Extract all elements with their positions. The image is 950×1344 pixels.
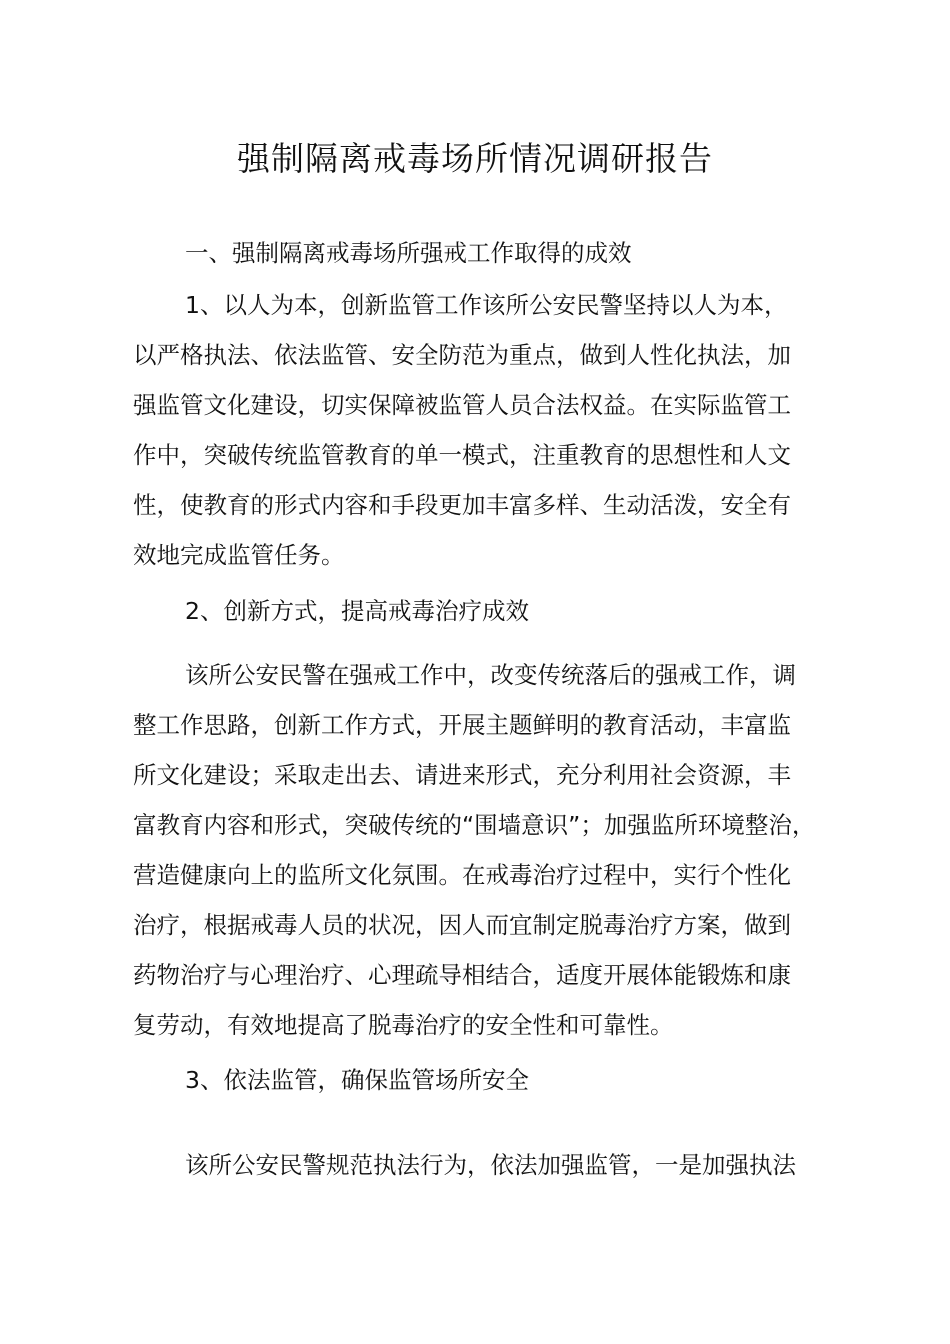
paragraph-2-line-7: 药物治疗与心理治疗、心理疏导相结合，适度开展体能锻炼和康 [133,961,791,989]
section-heading-1: 一、强制隔离戒毒场所强戒工作取得的成效 [185,239,632,267]
paragraph-2-line-2: 整工作思路，创新工作方式，开展主题鲜明的教育活动，丰富监 [133,711,791,739]
document-title: 强制隔离戒毒场所情况调研报告 [237,139,713,178]
subsection-heading-2: 2、创新方式，提高戒毒治疗成效 [185,597,529,625]
paragraph-1-line-3: 强监管文化建设，切实保障被监管人员合法权益。在实际监管工 [133,391,791,419]
paragraph-2-line-6: 治疗，根据戒毒人员的状况，因人而宜制定脱毒治疗方案，做到 [133,911,791,939]
paragraph-1-line-6: 效地完成监管任务。 [133,541,345,569]
subsection-heading-3: 3、依法监管，确保监管场所安全 [185,1066,529,1094]
paragraph-2-line-1: 该所公安民警在强戒工作中，改变传统落后的强戒工作，调 [185,661,796,689]
paragraph-1-line-5: 性，使教育的形式内容和手段更加丰富多样、生动活泼，安全有 [133,491,791,519]
paragraph-2-line-5: 营造健康向上的监所文化氛围。在戒毒治疗过程中，实行个性化 [133,861,791,889]
paragraph-2-line-8: 复劳动，有效地提高了脱毒治疗的安全性和可靠性。 [133,1011,674,1039]
paragraph-2-line-4: 富教育内容和形式，突破传统的“围墙意识”；加强监所环境整治， [133,811,816,839]
paragraph-3-line-1: 该所公安民警规范执法行为，依法加强监管，一是加强执法 [185,1151,796,1179]
paragraph-1-line-1: 1、以人为本，创新监管工作该所公安民警坚持以人为本， [185,291,788,319]
paragraph-2-line-3: 所文化建设；采取走出去、请进来形式，充分利用社会资源，丰 [133,761,791,789]
paragraph-1-line-2: 以严格执法、依法监管、安全防范为重点，做到人性化执法，加 [133,341,791,369]
paragraph-1-line-4: 作中，突破传统监管教育的单一模式，注重教育的思想性和人文 [133,441,791,469]
